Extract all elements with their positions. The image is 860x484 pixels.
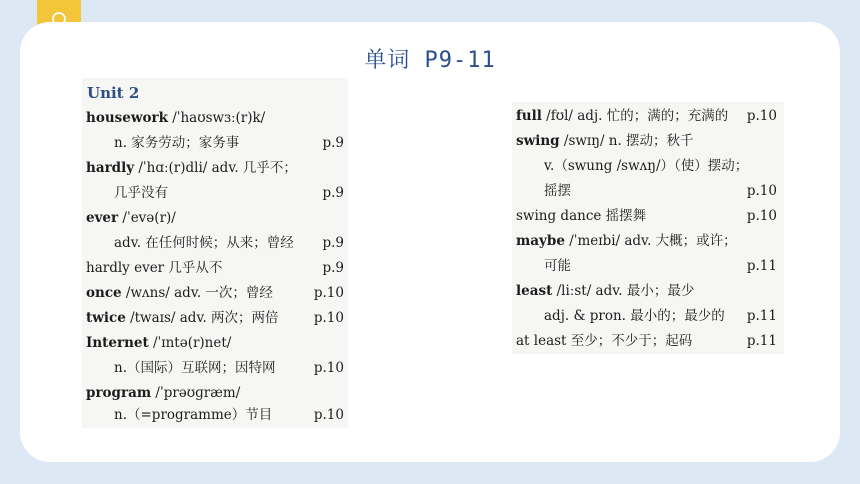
vocab-line: ever /ˈevə(r)/ (86, 210, 176, 226)
vocab-line: swing /swɪŋ/ n. 摆动；秋千 (516, 133, 694, 149)
vocab-line: full /fʊl/ adj. 忙的；满的；充满的 p.10 (516, 108, 777, 124)
vocab-line: hardly ever 几乎从不 p.9 (86, 260, 344, 276)
unit-heading: Unit 2 (87, 84, 140, 102)
vocab-column-left (82, 78, 348, 428)
vocab-line: at least 至少；不少于；起码 p.11 (516, 333, 777, 349)
vocab-line: n.（国际）互联网；因特网 p.10 (114, 360, 344, 376)
vocab-line: 几乎没有 p.9 (114, 185, 344, 201)
vocab-line: swing dance 摇摆舞 p.10 (516, 208, 777, 224)
vocab-line: maybe /ˈmeɪbi/ adv. 大概；或许； (516, 233, 737, 249)
vocab-line: housework /ˈhaʊswɜː(r)k/ (86, 110, 266, 126)
vocab-line: n.（=programme）节目 p.10 (114, 407, 344, 423)
vocab-line: v.（swung /swʌŋ/）（使）摆动； (544, 158, 749, 174)
page-title: 单词 P9-11 (364, 48, 496, 73)
vocab-line: program /ˈprəʊɡræm/ (86, 385, 241, 401)
vocab-line: adv. 在任何时候；从来；曾经 p.9 (114, 235, 344, 251)
vocab-line: least /liːst/ adv. 最小；最少 (516, 283, 695, 299)
vocab-line: Internet /ˈɪntə(r)net/ (86, 335, 232, 351)
vocab-line: hardly /ˈhɑː(r)dli/ adv. 几乎不； (86, 160, 297, 176)
vocab-line: n. 家务劳动；家务事 p.9 (114, 135, 344, 151)
vocab-line: twice /twaɪs/ adv. 两次；两倍 p.10 (86, 310, 344, 326)
vocab-column-right (512, 102, 784, 354)
vocab-line: adj. & pron. 最小的；最少的 p.11 (544, 308, 777, 324)
vocab-line: once /wʌns/ adv. 一次；曾经 p.10 (86, 285, 344, 301)
vocab-line: 摇摆 p.10 (544, 183, 777, 199)
vocab-line: 可能 p.11 (544, 258, 777, 274)
